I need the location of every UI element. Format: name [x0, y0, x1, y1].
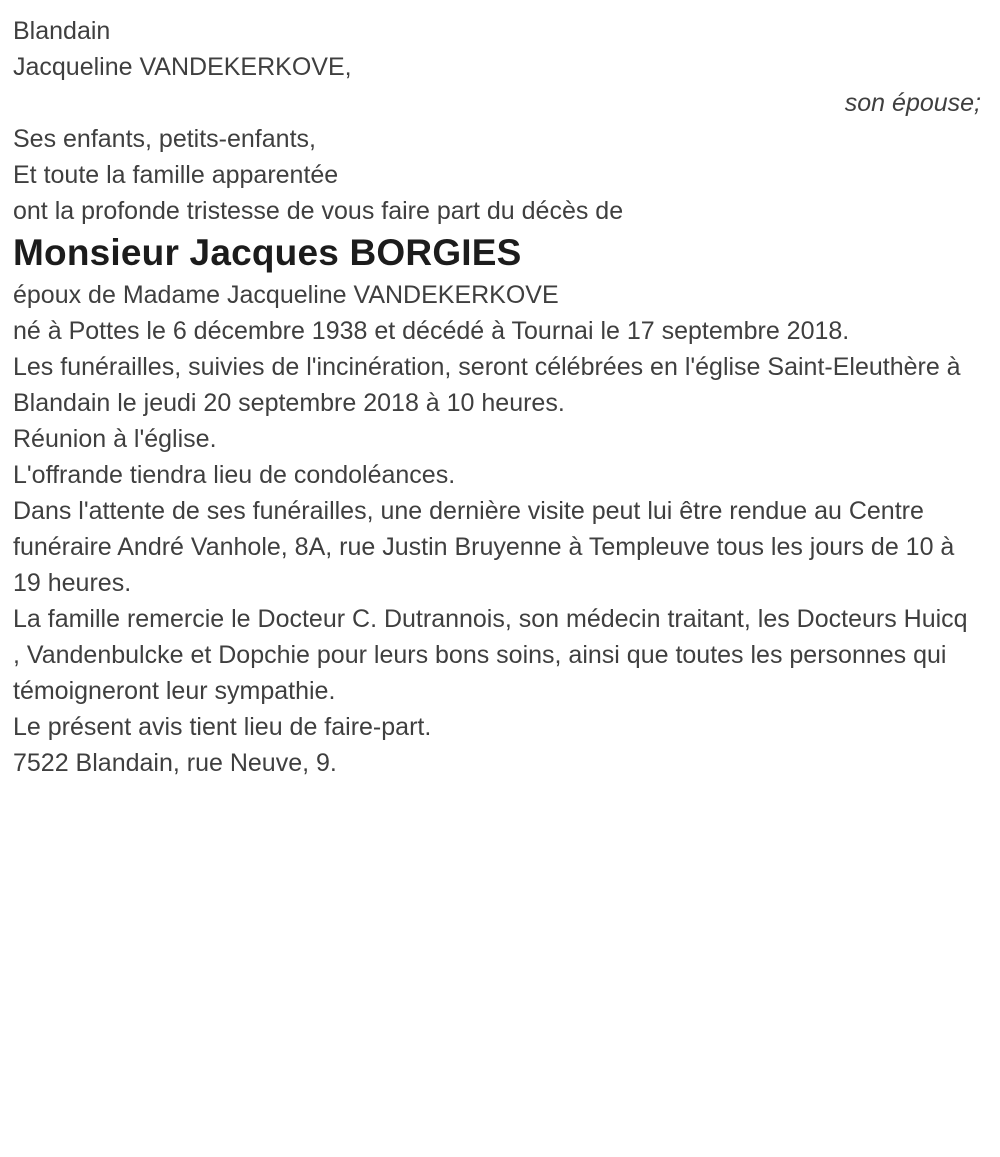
family-children-line: Ses enfants, petits-enfants,	[13, 125, 316, 153]
visitation-paragraph: Dans l'attente de ses funérailles, une dernière visite peut lui être rendue au Centre funéraire André Vanhole, 8A, rue Justin Bruyenne à Templeuve tous les jours de 10 à 19 heures.	[13, 497, 955, 597]
family-extended-line: Et toute la famille apparentée	[13, 161, 339, 189]
thanks-paragraph: La famille remercie le Docteur C. Dutrannois, son médecin traitant, les Docteurs Huicq , Vandenbulcke et Dopchie pour leurs bons soins, ainsi que toutes les personnes qui témoigneront leur sympathie.	[13, 605, 968, 705]
spousal-status-line: époux de Madame Jacqueline VANDEKERKOVE	[13, 281, 559, 309]
birth-death-line: né à Pottes le 6 décembre 1938 et décédé à Tournai le 17 septembre 2018.	[13, 317, 850, 345]
address-line: 7522 Blandain, rue Neuve, 9.	[13, 749, 337, 777]
notice-line: Le présent avis tient lieu de faire-part.	[13, 713, 432, 741]
offering-line: L'offrande tiendra lieu de condoléances.	[13, 461, 456, 489]
announcement-line: ont la profonde tristesse de vous faire part du décès de	[13, 197, 624, 225]
spouse-relation-line: son épouse;	[844, 89, 981, 117]
spouse-name-line: Jacqueline VANDEKERKOVE,	[13, 53, 352, 81]
church-meeting-line: Réunion à l'église.	[13, 425, 217, 453]
location-line: Blandain	[13, 17, 111, 45]
deceased-name-heading: Monsieur Jacques BORGIES	[13, 232, 522, 273]
funeral-details-paragraph: Les funérailles, suivies de l'incinération, seront célébrées en l'église Saint-Eleuthère à Blandain le jeudi 20 septembre 2018 à 10 heures.	[13, 353, 961, 417]
